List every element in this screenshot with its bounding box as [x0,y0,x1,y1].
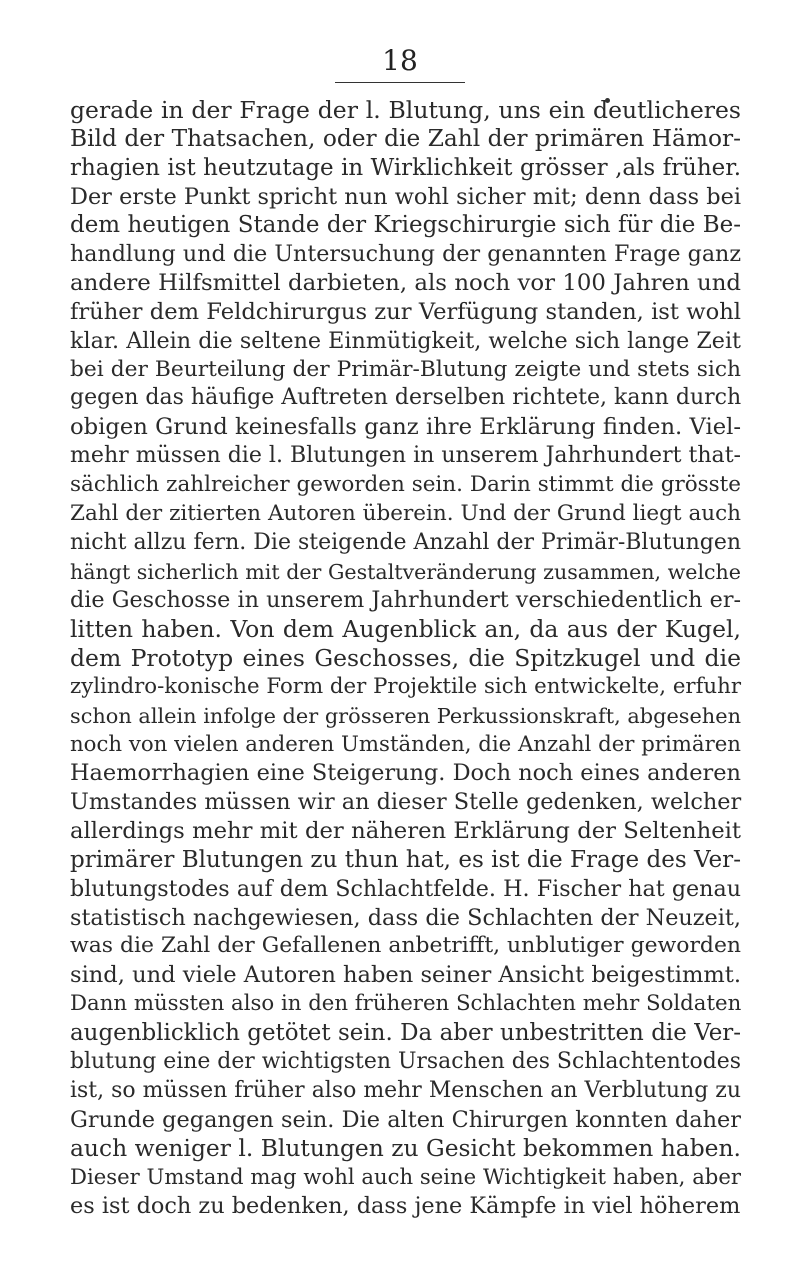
text-line: was die Zahl der Gefallenen anbetrifft, unblutiger geworden [70,933,741,959]
text-line: früher dem Feldchirurgus zur Verfügung standen, ist wohl [70,298,741,325]
text-line: Haemorrhagien eine Steigerung. Doch noch eines anderen [70,760,741,787]
text-line: blutungstodes auf dem Schlachtfelde. H. Fischer hat genau [70,875,741,902]
text-line: mehr müssen die l. Blutungen in unserem Jahrhundert that- [70,443,741,469]
body-paragraph [70,96,741,1221]
text-line: allerdings mehr mit der näheren Erklärung der Seltenheit [70,818,741,845]
text-line: gegen das häufige Auftreten derselben richtete, kann durch [70,385,742,411]
text-line: rhagien ist heutzutage in Wirklichkeit grösser ‚als früher. [70,154,741,181]
text-line: handlung und die Untersuchung der genannten Frage ganz [70,241,741,268]
text-line: Dieser Umstand mag wohl auch seine Wichtigkeit haben, aber [70,1164,741,1190]
text-line: zylindro-konische Form der Projektile sich entwickelte, erfuhr [70,673,741,699]
text-line: dem Prototyp eines Geschosses, die Spitzkugel und die [70,644,741,673]
text-line: klar. Allein die seltene Einmütigkeit, welche sich lange Zeit [70,327,741,354]
text-line: Grunde gegangen sein. Die alten Chirurgen konnten daher [70,1106,741,1133]
text-line: gerade in der Frage der l. Blutung, uns ein deutlicheres [70,96,741,124]
text-line: Umstandes müssen wir an dieser Stelle gedenken, welcher [70,789,742,816]
text-line: blutung eine der wichtigsten Ursachen des Schlachtentodes [70,1048,741,1074]
text-line: augenblicklich getötet sein. Da aber unbestritten die Ver- [70,1020,741,1046]
text-line: schon allein infolge der grösseren Perkussionskraft, abgesehen [70,703,741,728]
text-line: primärer Blutungen zu thun hat, es ist die Frage des Ver- [70,846,741,873]
text-line: statistisch nachgewiesen, dass die Schlachten der Neuzeit, [70,904,741,931]
text-line: nicht allzu fern. Die steigende Anzahl der Primär-Blutungen [70,529,741,555]
page-number: 18 [382,44,418,77]
text-line: sächlich zahlreicher geworden sein. Darin stimmt die grösste [70,471,741,497]
text-line: obigen Grund keinesfalls ganz ihre Erklärung finden. Viel- [70,414,741,441]
header-rule [335,82,465,83]
text-line: Der erste Punkt spricht nun wohl sicher mit; denn dass bei [70,183,741,210]
text-line: auch weniger l. Blutungen zu Gesicht bekommen haben. [70,1134,741,1163]
text-line: es ist doch zu bedenken, dass jene Kämpfe in viel höherem [70,1193,741,1220]
text-line: die Geschosse in unserem Jahrhundert verschiedentlich er- [70,587,741,614]
text-line: bei der Beurteilung der Primär-Blutung zeigte und stets sich [70,356,741,382]
text-line: sind, und viele Autoren haben seiner Ansicht beigestimmt. [70,962,741,989]
text-line: Dann müssten also in den früheren Schlachten mehr Soldaten [70,991,742,1017]
text-line: dem heutigen Stande der Kriegschirurgie sich für die Be- [70,212,741,239]
text-line: ist, so müssen früher also mehr Menschen an Verblutung zu [70,1077,741,1103]
text-line: hängt sicherlich mit der Gestaltveränderung zusammen, welche [70,559,741,584]
text-line: noch von vielen anderen Umständen, die Anzahl der primären [70,731,741,757]
text-line: Zahl der zitierten Autoren überein. Und der Grund liegt auch [70,500,741,526]
text-line: Bild der Thatsachen, oder die Zahl der primären Hämor- [70,124,741,152]
text-line: litten haben. Von dem Augenblick an, da aus der Kugel, [70,615,741,644]
text-line: andere Hilfsmittel darbieten, als noch vor 100 Jahren und [70,270,741,297]
